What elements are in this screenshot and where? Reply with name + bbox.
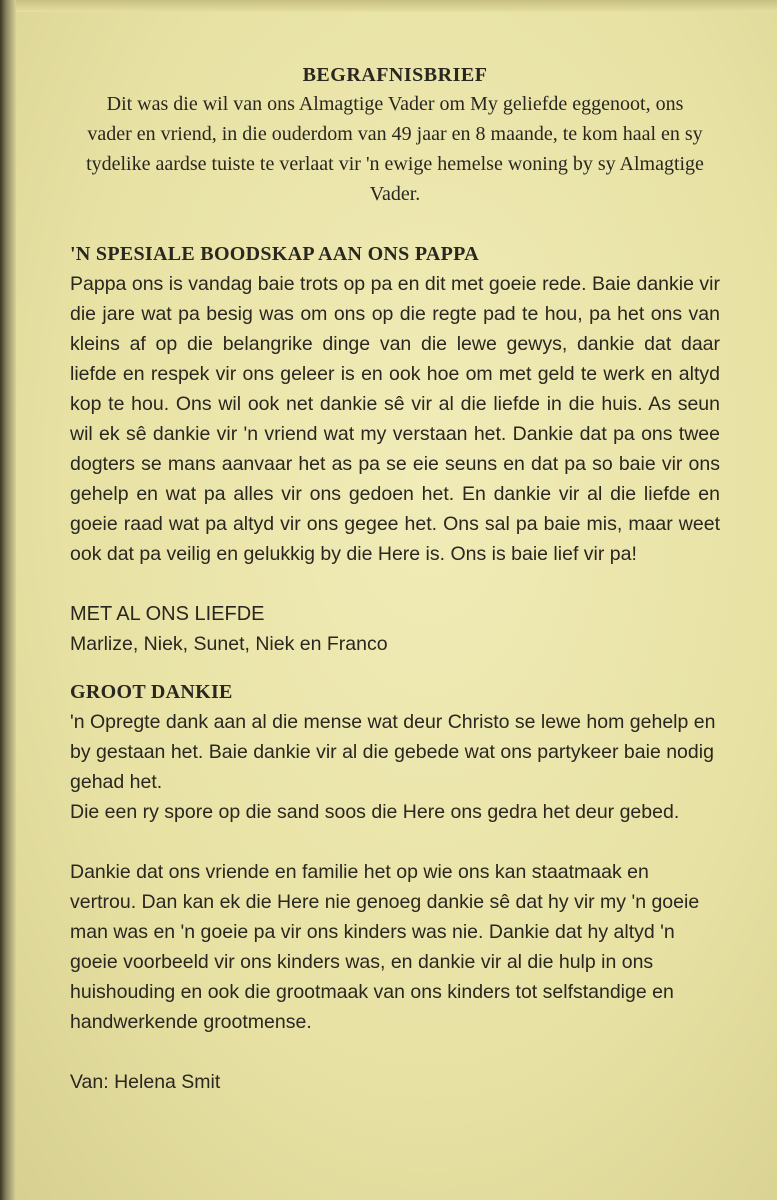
page-binding-edge (0, 0, 16, 1200)
signatories: Marlize, Niek, Sunet, Niek en Franco (70, 633, 388, 655)
thanks-heading: GROOT DANKIE (70, 681, 233, 703)
page-top-edge (0, 0, 777, 12)
thanks-paragraph-1: 'n Opregte dank aan al die mense wat deur Christo se lewe hom gehelp en by gestaan het. Baie dankie vir al die gebede wat ons partykeer baie nodig gehad het. (70, 711, 716, 793)
intro-paragraph: Dit was die wil van ons Almagtige Vader om My geliefde eggenoot, ons vader en vriend, in die ouderdom van 49 jaar en 8 maande, te kom haal en sy tydelike aardse tuiste te verlaat vir 'n ewige hemelse woning by sy Almagtige Vader. (86, 93, 704, 205)
thanks-paragraph-3: Dankie dat ons vriende en familie het op wie ons kan staatmaak en vertrou. Dan kan ek die Here nie genoeg dankie sê dat hy vir my 'n goeie man was en 'n goeie pa vir ons kinders was nie. Dankie dat hy altyd 'n goeie voorbeeld vir ons kinders was, en dankie vir al die hulp in ons huishouding en ook die grootmaak van ons kinders tot selfstandige en handwerkende grootmense. (70, 861, 700, 1033)
letter-title: BEGRAFNISBRIEF (302, 64, 488, 86)
special-message-heading: 'N SPESIALE BOODSKAP AAN ONS PAPPA (70, 243, 479, 265)
letter-content (70, 64, 720, 1097)
thanks-paragraph-2: Die een ry spore op die sand soos die Here ons gedra het deur gebed. (70, 801, 680, 823)
special-message-body: Pappa ons is vandag baie trots op pa en dit met goeie rede. Baie dankie vir die jare wat pa besig was om ons op die regte pad te hou, pa het ons van kleins af op die belangrike dinge van die lewe gewys, dankie dat daar liefde en respek vir ons geleer is en ook hoe om met geld te werk en altyd kop te hou. Ons wil ook net dankie sê vir al die liefde in die huis. As seun wil ek sê dankie vir 'n vriend wat my verstaan het. Dankie dat pa ons twee dogters se mans aanvaar het as pa se eie seuns en dat pa so baie vir ons gehelp en wat pa alles vir ons gedoen het. En dankie vir al die liefde en goeie raad wat pa altyd vir ons gegee het. Ons sal pa baie mis, maar weet ook dat pa veilig en gelukkig by die Here is. Ons is baie lief vir pa! (70, 273, 720, 565)
from-line: Van: Helena Smit (70, 1071, 221, 1093)
closing-line: MET AL ONS LIEFDE (70, 603, 265, 625)
